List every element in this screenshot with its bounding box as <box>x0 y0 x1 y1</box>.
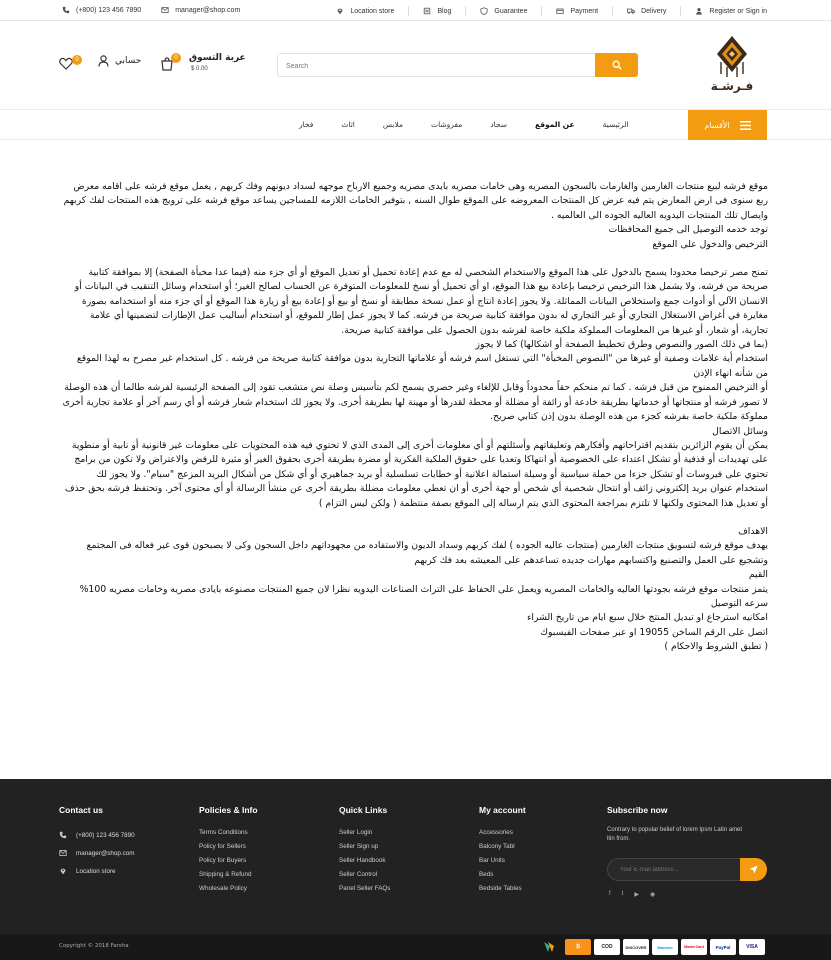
mail-icon <box>59 849 67 857</box>
license-paragraph: تمنح مصر ترخيصا محدودا يسمح بالدخول على هذا الموقع والاستخدام الشخصي له مع عدم إعادة تحميل أو تعديل الموقع أو أي جزء منه (فيما عدا مخبأة الصفحة) إلا بموافقة كتابية صريحة من فرشه. ولا يشمل هذا الترخيص ترخيصا بإعادة بيع هذا الموقع، او أي تحميل أو نسخ للمعلومات المتوفرة عن الحساب لصالح الغير؛ أو استخدام وسائل التنقيب في البيانات أو الانسان الآلي أو أدوات جمع واستخلاص البيانات المماثلة. ولا يجوز إعادة انتاج أو عمل نسخة مطابقة أو نسخ أو بيع أو إعادة بيع أو زيارة هذا الموقع أو أي جزء منه أو استخدامه بصورة مغايرة في أغراض الاستغلال التجاري أو غير التجاري له بدون موافقة كتابية صريحة من فرشه. كما لا يجوز عمل إطار للموقع، أو استخدام أساليب عمل الإطارات لتضمينها أي علامة تجارية، أو شعار، أو غيرها من المعلومات المملوكة ملكية خاصة لفرشه بدون الحصول على موافقة كتابية صريحة. <box>74 267 768 336</box>
account-link[interactable] <box>98 55 141 67</box>
about-content <box>62 180 768 655</box>
divider <box>408 6 409 16</box>
account-label: حسابي <box>115 56 142 66</box>
credit-card-icon <box>556 7 564 15</box>
footer-link-bar-units[interactable]: Bar Units <box>479 857 505 864</box>
main-nav <box>0 109 831 140</box>
cod-icon: COD <box>594 939 620 955</box>
nav-menu <box>285 120 642 129</box>
cart-title: عربة التسوق <box>189 53 246 63</box>
nav-item-carpets[interactable]: سجاد <box>490 120 507 129</box>
map-pin-icon <box>59 867 67 875</box>
heart-icon <box>59 57 73 70</box>
divider <box>465 6 466 16</box>
license-heading: الترخيص والدخول على الموقع <box>652 238 768 250</box>
license-paragraph-3: استخدام أية علامات وصفية أو غيرها من "النصوص المخبأة" التي تستغل اسم فرشه أو علاماتها التجارية بدون موافقة كتابية صريحة من فرشه . كل استخدام غير مصرح به لهذا الموقع من شأنه انهاء الإذن <box>76 353 768 379</box>
footer-bottom-bar <box>0 934 831 960</box>
maestro-icon: Maestro <box>652 939 678 955</box>
goals-paragraph: يهدف موقع فرشه لتسويق منتجات الغارمين (منتجات عاليه الجوده ) لفك كربهم وسداد الديون والاستفاده من مجهوداتهم داخل السجون وكى لا يصبحون قوى غير فعاله فى المجتمع وتشجيع على العمل والتصنيع واكتسابهم مهارات جديده تساعدهم على المعيشه بعد فك كربهم <box>86 540 768 566</box>
user-icon <box>98 55 109 67</box>
subscribe-email-input[interactable] <box>620 863 730 877</box>
subscribe-button[interactable] <box>740 858 767 881</box>
hotline: اتصل على الرقم الساخن 19055 او عبر صفحات الفيسبوك <box>540 626 768 638</box>
truck-icon <box>627 7 635 15</box>
footer-location[interactable]: Location store <box>59 862 135 880</box>
footer-link-seller-control[interactable]: Seller Control <box>339 871 378 878</box>
footer-email[interactable]: manager@shop.com <box>59 844 135 862</box>
footer-policies <box>199 805 258 896</box>
delivery-note: توجد خدمه التوصيل الى جميع المحافظات <box>608 224 768 236</box>
topbar-blog-link[interactable]: Blog <box>423 7 451 15</box>
footer-link-seller-faqs[interactable]: Panel Seller FAQs <box>339 885 391 892</box>
footer-link-buyer-policy[interactable]: Policy for Buyers <box>199 857 247 864</box>
mail-icon <box>161 6 169 14</box>
footer-quick-links <box>339 805 390 896</box>
search-input[interactable] <box>286 58 586 74</box>
topbar-delivery-link[interactable]: Delivery <box>627 7 666 15</box>
nav-item-clothes[interactable]: ملابس <box>382 120 404 129</box>
wishlist-button[interactable] <box>59 55 79 69</box>
rss-icon[interactable]: ◉ <box>649 892 656 898</box>
values-heading: القيم <box>748 569 768 581</box>
nav-item-about[interactable]: عن الموقع <box>535 120 575 129</box>
license-paragraph-2: (بما في ذلك الصور والنصوص وطرق تخطيط الصفحة أو اشكالها) كما لا يجوز <box>475 339 768 351</box>
spacer <box>62 252 768 266</box>
footer-quick-title: Quick Links <box>339 805 388 815</box>
footer-contact-title: Contact us <box>59 805 103 815</box>
twitter-icon[interactable]: t <box>621 891 624 897</box>
site-footer <box>0 779 831 934</box>
nav-item-pottery[interactable]: فخار <box>299 120 314 129</box>
footer-subscribe <box>607 805 767 898</box>
logo-text: فـرشـة <box>710 79 754 93</box>
cart-widget[interactable] <box>160 53 246 79</box>
spacer <box>62 511 768 525</box>
payment-wallet-icon <box>536 939 562 955</box>
subscribe-form <box>607 858 767 881</box>
send-icon <box>749 865 758 874</box>
wishlist-count-badge: 0 <box>72 55 82 65</box>
topbar-payment-link[interactable]: Payment <box>556 7 598 15</box>
footer-account-title: My account <box>479 805 526 815</box>
footer-subscribe-title: Subscribe now <box>607 805 668 815</box>
map-pin-icon <box>336 7 344 15</box>
contact-heading: وسائل الاتصال <box>712 425 768 437</box>
search-button[interactable] <box>595 53 638 77</box>
top-bar <box>0 0 831 21</box>
shield-icon <box>480 7 488 15</box>
footer-link-accessories[interactable]: Accessories <box>479 829 513 836</box>
topbar-guarantee-link[interactable]: Guarantee <box>480 7 527 15</box>
site-logo[interactable] <box>707 34 757 96</box>
footer-link-bedside[interactable]: Bedside Tables <box>479 885 522 892</box>
categories-button[interactable] <box>688 110 767 140</box>
footer-contact <box>59 805 135 880</box>
phone-icon <box>62 6 70 14</box>
goals-heading: الاهداف <box>738 525 768 537</box>
search-icon <box>612 60 622 70</box>
categories-label: الأقسام <box>704 120 730 130</box>
cart-count-badge: 0 <box>171 53 181 63</box>
terms-note: ( تطبق الشروط والاحكام ) <box>664 641 768 653</box>
topbar-register-link[interactable]: Register or Sign in <box>695 7 767 15</box>
site-header <box>0 21 831 109</box>
footer-link-shipping[interactable]: Shipping & Refund <box>199 871 252 878</box>
footer-link-seller-login[interactable]: Seller Login <box>339 829 373 836</box>
intro-paragraph: موقع فرشه لبيع منتجات الغارمين والغارمات بالسجون المصريه وهى خامات مصريه بايدى مصريه وجميع الارباح موجهه لسداد ديونهم وفك كربهم , يعمل موقع فرشه على اقامه معرض ربع سنوى فى ارض المعارض يتم فيه عرض كل المنتجات المعروضه على الموقع طوال السنه , بتوفير الخامات اللازمه للمساجين يساعد موقع فرشه على ترويج هذه المنتجات لفك كربهم وايصال تلك المنتجات اليدويه العاليه الجوده الى العالميه . <box>63 181 768 221</box>
payment-methods <box>536 939 765 955</box>
nav-item-furnishings[interactable]: مفروشات <box>431 120 463 129</box>
footer-link-seller-signup[interactable]: Seller Sign up <box>339 843 379 850</box>
cart-price: $ 0.00 <box>191 66 208 72</box>
footer-link-terms[interactable]: Terms Conditions <box>199 829 248 836</box>
topbar-location-link[interactable]: Location store <box>336 7 394 15</box>
footer-link-wholesale[interactable]: Wholesale Policy <box>199 885 247 892</box>
subscribe-text: Contrary to popular belief of lorem Ipsm Latin amet ltin from. <box>607 827 743 842</box>
topbar-email[interactable]: manager@shop.com <box>161 6 240 14</box>
footer-link-balcony[interactable]: Balcony Tabl <box>479 843 515 850</box>
nav-item-furniture[interactable]: اثاث <box>341 120 355 129</box>
license-paragraph-4: أو الترخيص الممنوح من قبل فرشه . كما تم منحكم حقاً محدوداً وقابل للإلغاء وغير حصري يسمح لكم بتأسيس وصلة نص متشعب تقود إلى الصفحة الرئيسية لفرشه طالما أن هذه الوصلة لا تصور فرشه أو منتجاتها أو خدماتها بطريقة خادعة أو زائفة أو مضللة أو محطة لقدرها أو مهينة لها بطريقة أخرى. ولا يجوز لك استخدام شعار فرشه أو أي رسم آخر أو علامة تجارية أخرى مملوكة ملكية خاصة بفرشه كجزء من هذه الوصلة بدون إذن كتابي صريح. <box>62 382 768 423</box>
footer-link-seller-policy[interactable]: Policy for Sellers <box>199 843 246 850</box>
blog-icon <box>423 7 431 15</box>
contact-paragraph: يمكن أن يقوم الزائرين بتقديم اقتراحاتهم وأفكارهم وتعليقاتهم وأسئلتهم أو أي معلومات أخرى إلى المدى الذي لا تحتوي فيه هذه المحتويات على معلومات غير قانونية أو نابية أو منطوية على تهديدات أو قذفية أو تشكل اعتداء على الخصوصية أو انتهاكا وتعديا على حقوق الملكية الفكرية أو مضرة بطريقة أخرى بحقوق الغير أو مثيرة للرفض والاعتراض ولا تكون من برامج تحتوي على فيروسات أو تشكل جزءا من حملة سياسية أو وسيلة استمالة اعلانية أو خطابات تسلسلية أو بريد جماهيري أو أي شكل من أشكال البريد المزعج "سبام". ولا يجوز لك استخدام عنوان بريد إلكتروني زائف أو انتحال شخصية أي شخص أو جهة أخرى أو ان تعطي معلومات مضللة بطريقة أخرى عن منشأ الرسالة أو أي محتوى آخر. وتحتفظ فرشه بحق حذف أو تعديل هذا المحتوى ولكنها لا تلتزم بمراجعة المحتوى الذي يتم ارساله إلى الموقع بصفة منتظمة ( ولكن ليس التزام ) <box>64 439 768 509</box>
facebook-icon[interactable]: f <box>609 891 611 897</box>
social-links <box>609 891 767 898</box>
nav-item-home[interactable]: الرئيسية <box>602 120 629 129</box>
phone-icon <box>59 831 67 839</box>
return-policy: امكانيه استرجاع او تبديل المنتج خلال سبع ايام من تاريخ الشراء <box>527 612 768 624</box>
footer-policies-title: Policies & Info <box>199 805 258 815</box>
visa-icon: VISA <box>739 939 765 955</box>
divider <box>612 6 613 16</box>
footer-link-beds[interactable]: Beds <box>479 871 494 878</box>
user-icon <box>695 7 703 15</box>
youtube-icon[interactable]: ▶ <box>634 892 639 898</box>
mastercard-icon: MasterCard <box>681 939 707 955</box>
divider <box>541 6 542 16</box>
search-bar <box>277 53 638 77</box>
divider <box>680 6 681 16</box>
footer-link-seller-handbook[interactable]: Seller Handbook <box>339 857 386 864</box>
menu-icon <box>740 121 751 130</box>
bitcoin-icon: ₿ <box>565 939 591 955</box>
copyright-text: Copyright © 2018 Farsha <box>59 943 129 949</box>
discover-icon: DISCOVER <box>623 939 649 955</box>
values-paragraph: يتمز منتجات موقع فرشه بجودتها العاليه والخامات المصريه ويعمل على الحفاظ على التراث الصناعات اليدويه نظرا لان جميع المنتجات مصنوعه بايادى مصريه وخامات مصريه 100% <box>79 583 768 595</box>
footer-my-account <box>479 805 526 896</box>
paypal-icon: PayPal <box>710 939 736 955</box>
footer-phone[interactable]: (+800) 123 456 7890 <box>59 826 135 844</box>
topbar-phone[interactable]: (+800) 123 456 7890 <box>62 6 141 14</box>
speed-heading: سرعه التوصيل <box>710 597 768 609</box>
